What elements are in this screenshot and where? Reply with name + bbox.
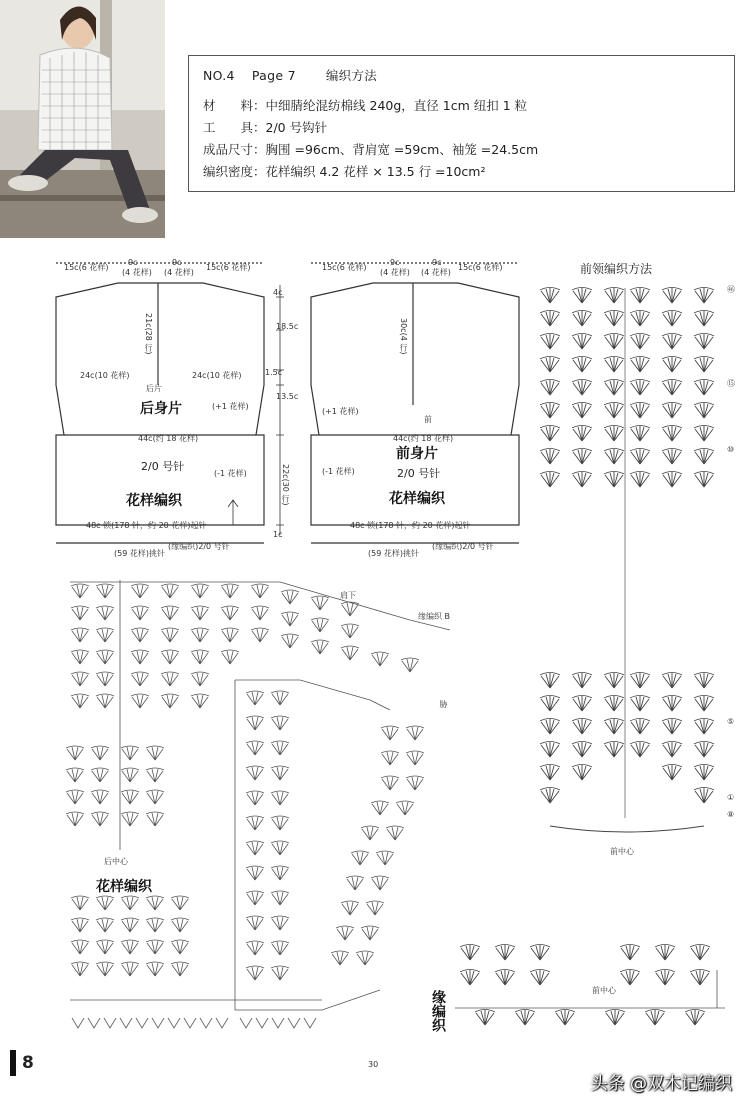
main-chart-upper-fans: [71, 584, 419, 708]
neck-chart-lower-fans: [540, 673, 714, 804]
neck-row-5: ⑤: [727, 717, 735, 726]
back-d2: 21c(28 行): [144, 313, 153, 355]
model-photo-illustration: [0, 0, 165, 238]
front-top-mid-r: 9c: [432, 258, 442, 267]
back-hook: 2/0 号针: [141, 460, 185, 473]
back-width-right: 24c(10 花样): [192, 371, 242, 380]
info-title: [203, 66, 377, 84]
main-bottom-mark: 30: [368, 1060, 379, 1069]
edge-chart-fans: [460, 945, 710, 1026]
back-center-label: 后片: [146, 384, 162, 393]
main-shoulder: 肩下: [340, 591, 356, 600]
back-d5: 13.5c: [276, 392, 299, 401]
back-waist: 44c(约 18 花样): [138, 434, 199, 443]
main-chart-lower-fans: [71, 896, 189, 976]
front-center-label: 前: [424, 415, 432, 424]
neck-chart-title: 前领编织方法: [580, 262, 653, 276]
materials-label: 材 料：: [203, 98, 266, 113]
size-label: 成品尺寸：: [203, 142, 266, 157]
back-piece-title: 后身片: [140, 401, 182, 417]
page-number: 8: [22, 1053, 34, 1073]
materials-row: [203, 96, 527, 114]
front-pattern: 花样编织: [389, 491, 445, 507]
neck-row-8: ⑧: [727, 810, 735, 819]
method-title: 编织方法: [325, 68, 378, 83]
front-top-mid-l: 9c: [390, 258, 400, 267]
edge-mark: 前中心: [592, 986, 616, 995]
page-ref: Page 7: [251, 68, 296, 83]
info-box: [188, 55, 735, 192]
front-hem: 48c 锁(178 针，约 20 花样)起针: [350, 521, 471, 530]
back-top-mid-l2: (4 花样): [122, 268, 152, 277]
front-waist: 44c(约 18 花样): [393, 434, 454, 443]
page-number-box: [10, 1050, 49, 1076]
back-d3: 18.5c: [276, 322, 299, 331]
main-side: 胁: [439, 700, 448, 708]
edge-chart-title: 缘编织: [430, 990, 446, 1032]
neck-row-1: ①: [727, 793, 735, 802]
neck-row-10: ⑩: [727, 445, 735, 454]
front-bottom: (59 花样)挑针: [368, 549, 419, 558]
neck-row-46: ㊻: [727, 285, 735, 294]
back-d1: 4c: [273, 288, 283, 297]
gauge-label: 编织密度：: [203, 164, 266, 179]
main-pattern-chart: [60, 570, 460, 1050]
back-pattern: 花样编织: [126, 493, 182, 509]
back-top-mid-r2: (4 花样): [164, 268, 194, 277]
gauge-value: 花样编织 4.2 花样 × 13.5 行 =10cm²: [265, 164, 486, 179]
back-top-mid-l: 9c: [128, 258, 138, 267]
back-d7: 1c: [273, 530, 283, 539]
back-minus: (-1 花样): [214, 469, 247, 478]
front-edge: (缘编织)2/0 号针: [432, 542, 494, 551]
front-top-mid-r2: (4 花样): [421, 268, 451, 277]
gauge-row: [203, 162, 485, 180]
main-edge-label: 缘编织 B: [418, 612, 451, 621]
back-bottom: (59 花样)挑针: [114, 549, 165, 558]
materials-value: 中细腈纶混纺棉线 240g，直径 1cm 纽扣 1 粒: [265, 98, 528, 113]
back-d4: 1.5c: [265, 368, 283, 377]
back-d6: 22c(30 行): [281, 464, 290, 506]
back-width-left: 24c(10 花样): [80, 371, 130, 380]
size-row: [203, 140, 538, 158]
tools-row: [203, 118, 327, 136]
main-chart-edge-loops: [72, 1018, 316, 1028]
front-hook: 2/0 号针: [397, 467, 441, 480]
neck-chart: [530, 278, 742, 858]
neck-chart-upper-fans: [540, 288, 714, 488]
back-edge: (缘编织)2/0 号针: [168, 542, 230, 551]
front-top-right: 15c(6 花样): [458, 263, 503, 272]
pattern-number: NO.4: [203, 68, 235, 83]
watermark: 头条 @双木记编织: [590, 1074, 732, 1094]
main-center: 后中心: [104, 857, 128, 866]
front-minus: (-1 花样): [322, 467, 355, 476]
tools-label: 工 具：: [203, 120, 266, 135]
back-top-left: 15c(6 花样): [64, 263, 109, 272]
front-plus: (+1 花样): [322, 407, 359, 416]
back-top-right: 15c(6 花样): [206, 263, 251, 272]
main-chart-title: 花样编织: [96, 879, 152, 895]
neck-front-center: 前中心: [610, 847, 634, 856]
model-photo: [0, 0, 165, 238]
front-top-mid-l2: (4 花样): [380, 268, 410, 277]
back-hem: 48c 锁(178 针，约 20 花样)起针: [86, 521, 207, 530]
size-value: 胸围 =96cm、背肩宽 =59cm、袖笼 =24.5cm: [265, 142, 539, 157]
back-plus: (+1 花样): [212, 402, 249, 411]
front-piece-title: 前身片: [396, 446, 438, 462]
front-d1: 30c(4 行): [399, 318, 408, 355]
tools-value: 2/0 号钩针: [265, 120, 328, 135]
neck-row-15: ⑮: [727, 379, 735, 388]
front-top-left: 15c(6 花样): [322, 263, 367, 272]
back-top-mid-r: 9c: [172, 258, 182, 267]
